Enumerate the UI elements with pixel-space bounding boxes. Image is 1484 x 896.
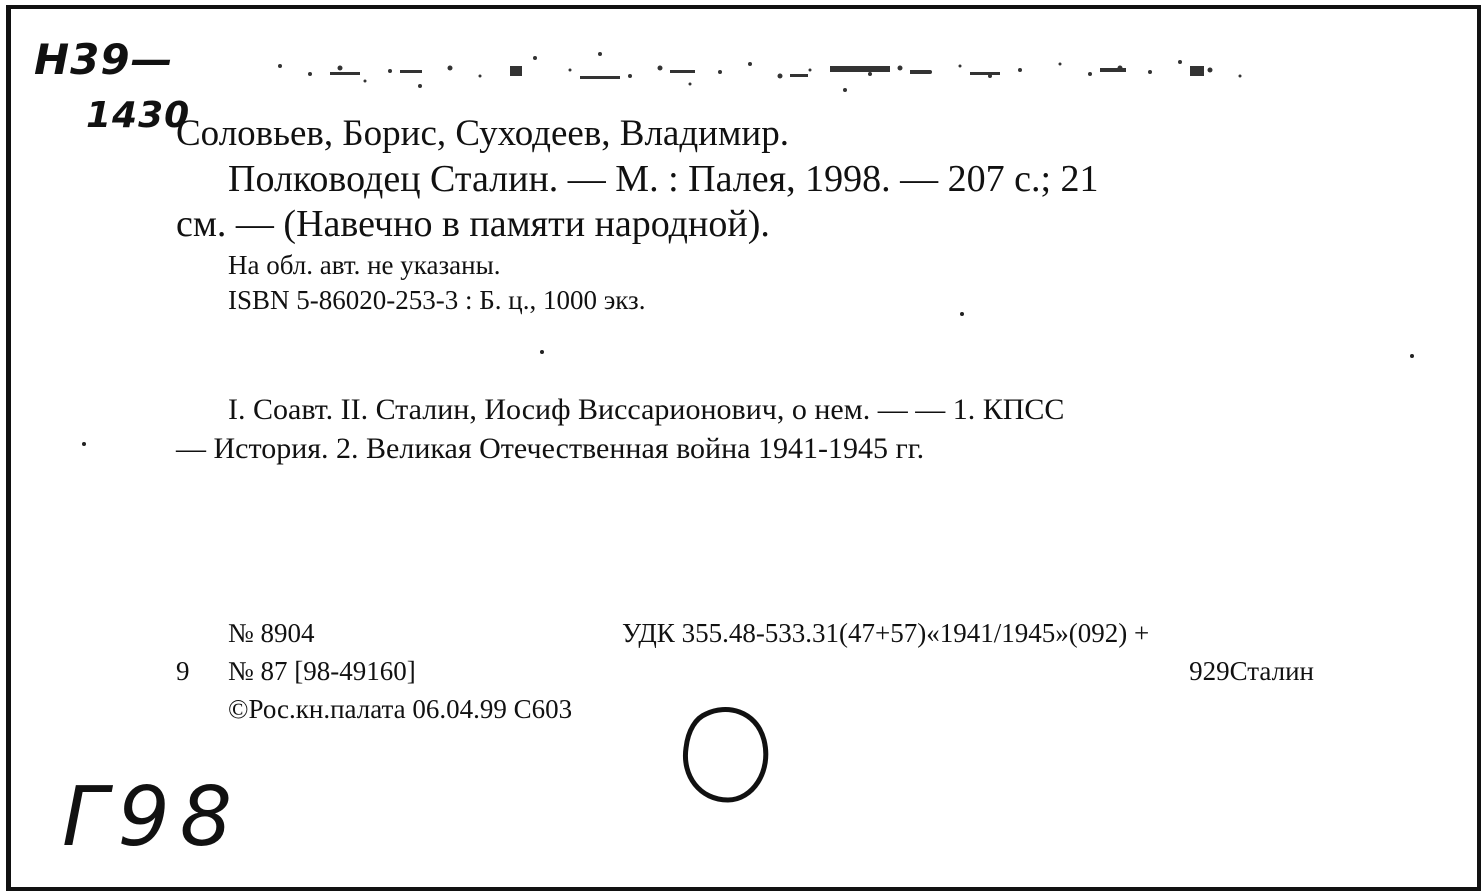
copyright-line: ©Рос.кн.палата 06.04.99 С603 (228, 694, 573, 724)
handwritten-shelf-mark-line2: 1430 (86, 95, 191, 136)
isbn-line: ISBN 5-86020-253-3 : Б. ц., 1000 экз. (228, 285, 646, 315)
registration-number: № 87 [98-49160] (228, 656, 416, 686)
cover-note: На обл. авт. не указаны. (228, 250, 501, 280)
punched-hole-outline (676, 700, 776, 810)
faded-stamp-smudge (270, 46, 1260, 116)
ink-speck (960, 312, 964, 316)
card-number: № 8904 (228, 618, 315, 648)
left-digit: 9 (176, 656, 190, 686)
udk-classification: УДК 355.48-533.31(47+57)«1941/1945»(092) + (622, 618, 1150, 648)
title-line-2: см. — (Навечно в памяти народной). (176, 203, 770, 245)
tracing-line-2: — История. 2. Великая Отечественная война 1941-1945 гг. (176, 432, 925, 465)
ink-speck (82, 442, 86, 446)
author-line: Соловьев, Борис, Суходеев, Владимир. (176, 113, 789, 154)
title-line-1: Полководец Сталин. — М. : Палея, 1998. — 207 с.; 21 (228, 158, 1099, 200)
handwritten-shelf-mark-line1: Н39— (34, 35, 174, 84)
handwritten-author-code: Г98 (62, 770, 243, 865)
udk-classification-cont: 929Сталин (1189, 656, 1314, 686)
tracing-line-1: I. Соавт. II. Сталин, Иосиф Виссарионович, о нем. — — 1. КПСС (228, 393, 1065, 426)
ink-speck (540, 350, 544, 354)
ink-speck (1410, 354, 1414, 358)
